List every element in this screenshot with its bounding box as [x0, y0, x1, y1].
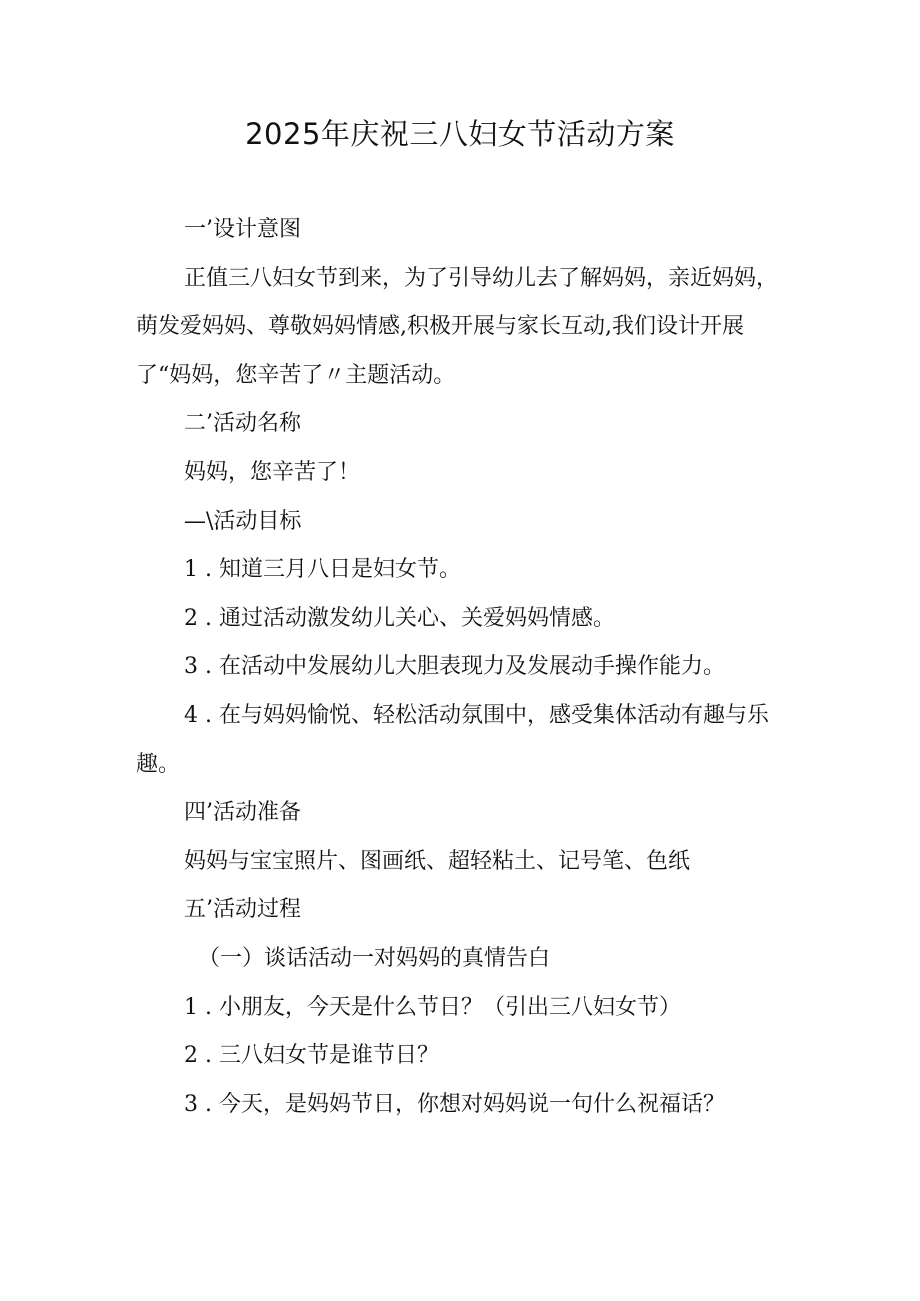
paragraph-line: 正值三八妇女节到来，为了引导幼儿去了解妈妈，亲近妈妈， [184, 265, 779, 291]
paragraph-line: 妈妈与宝宝照片、图画纸、超轻粘土、记号笔、色纸 [184, 848, 691, 874]
paragraph-line: （一）谈话活动一对妈妈的真情告白 [198, 945, 551, 971]
paragraph-line: 2 . 通过活动激发幼儿关心、关爱妈妈情感。 [184, 605, 615, 631]
document-title: 2025年庆祝三八妇女节活动方案 [245, 117, 675, 151]
paragraph-line: 萌发爱妈妈、尊敬妈妈情感,积极开展与家长互动,我们设计开展 [136, 314, 744, 340]
paragraph-line: —\活动目标 [184, 508, 302, 534]
document-body [136, 206, 796, 1129]
paragraph-line: 妈妈，您辛苦了！ [184, 459, 361, 485]
paragraph-line: 2 . 三八妇女节是谁节日？ [184, 1043, 439, 1069]
paragraph-line: 趣。 [136, 751, 181, 777]
paragraph-line: 五’活动过程 [184, 897, 301, 923]
paragraph-line: 了“妈妈，您辛苦了〃主题活动。 [136, 362, 456, 388]
paragraph-line: 3 . 今天，是妈妈节日，你想对妈妈说一句什么祝福话？ [184, 1091, 725, 1117]
paragraph-line: 3 . 在活动中发展幼儿大胆表现力及发展动手操作能力。 [184, 654, 725, 680]
paragraph-line: 1 . 小朋友，今天是什么节日？（引出三八妇女节） [184, 994, 681, 1020]
paragraph-line: 四’活动准备 [184, 800, 301, 826]
paragraph-line: 4 . 在与妈妈愉悦、轻松活动氛围中，感受集体活动有趣与乐 [184, 702, 769, 728]
paragraph-line: 1 . 知道三月八日是妇女节。 [184, 557, 461, 583]
paragraph-line: 二’活动名称 [184, 411, 301, 437]
paragraph-line: 一’设计意图 [184, 217, 301, 242]
